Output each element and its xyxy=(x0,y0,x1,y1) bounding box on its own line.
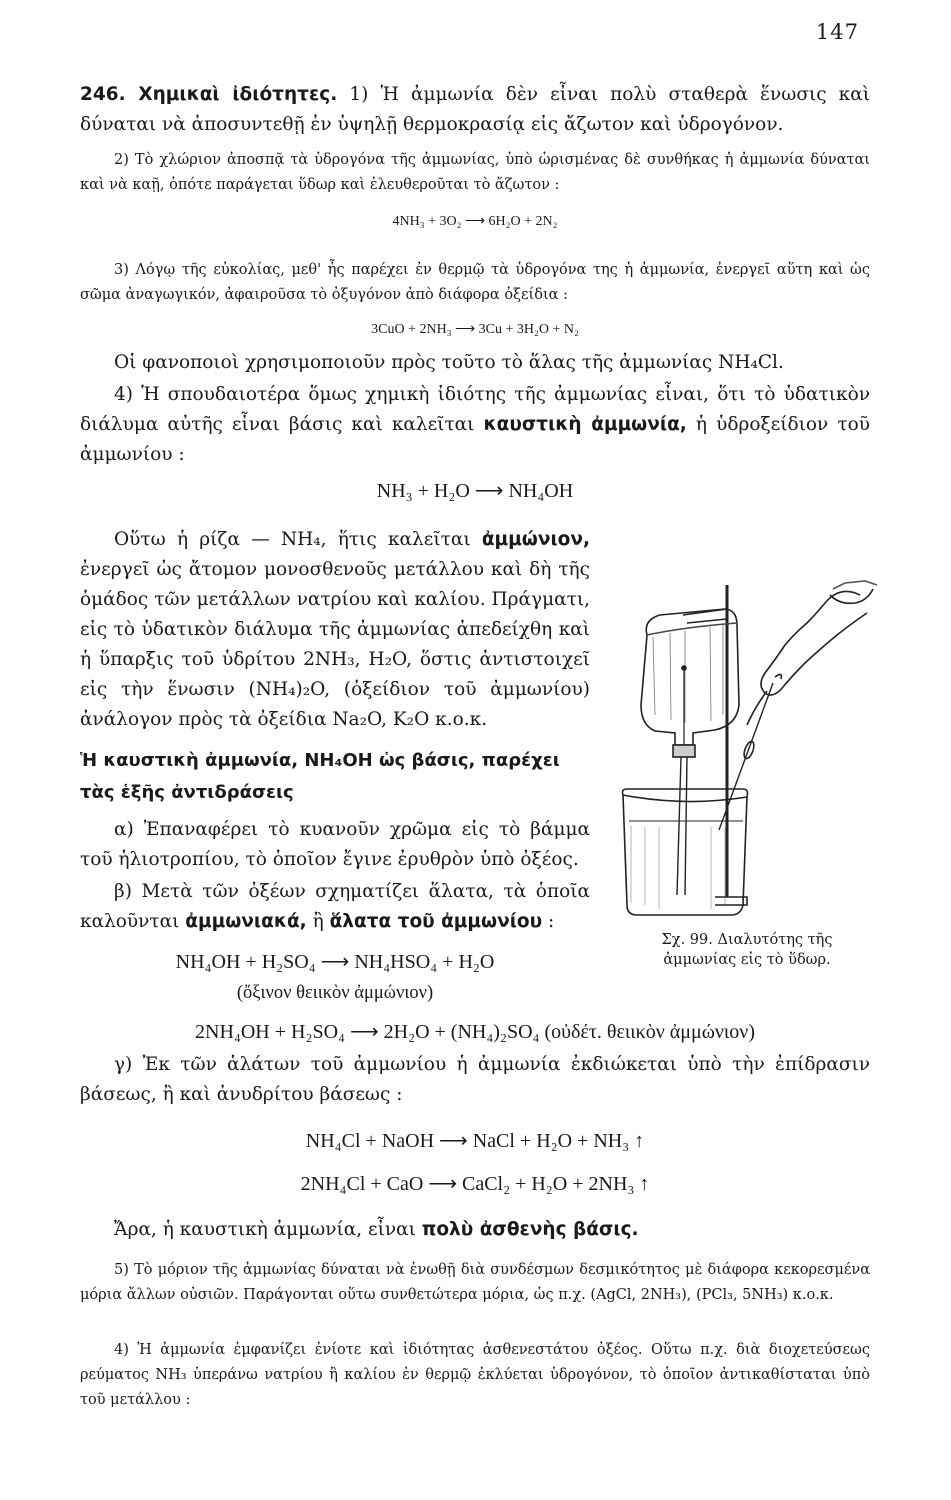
paragraph-1 xyxy=(80,80,870,140)
figure-caption-line-2: ἀμμωνίας εἰς τὸ ὕδωρ. xyxy=(663,952,831,968)
equation-4-note: (ὄξινον θειικὸν ἀμμώνιον) xyxy=(236,983,434,1003)
equation-1: 4NH₃ + 3O₂ ⟶ 6H₂O + 2N₂ xyxy=(392,214,558,229)
page-number: 147 xyxy=(815,20,859,44)
equation-5: 2NH₄OH + H₂SO₄ ⟶ 2H₂O + (NH₄)₂SO₄ (οὐδέτ. θειικὸν ἀμμώνιον) xyxy=(195,1021,755,1043)
reactions-heading: Ἡ καυστικὴ ἀμμωνία, NH₄OH ὡς βάσις, παρέχει τὰς ἑξῆς ἀντιδράσεις xyxy=(80,750,560,803)
paragraph-3: 3) Λόγῳ τῆς εὐκολίας, μεθ' ἧς παρέχει ἐν θερμῷ τὰ ὑδρογόνα της ἡ ἀμμωνία, ἐνεργεῖ αὕτη καὶ ὡς σῶμα ἀναγωγικόν, ἀφαιροῦσα τὸ ὀξυγόνον ἀπὸ διάφορα ὀξείδια : xyxy=(80,262,870,303)
section-heading: 246. Χημικαὶ ἰδιότητες. xyxy=(80,84,338,105)
paragraph-7: 5) Τὸ μόριον τῆς ἀμμωνίας δύναται νὰ ἑνωθῇ διὰ συνδέσμων δεσμικότητος μὲ διάφορα κεκορεσμένα μόρια ἄλλων οὐσιῶν. Παράγονται οὕτω συνθετώτερα μόρια, ὡς π.χ. (AgCl, 2NH₃), (PCl₃, 5NH₃) κ.ο.κ. xyxy=(80,1262,870,1303)
paragraph-4: Οἱ φανοποιοὶ χρησιμοποιοῦν πρὸς τοῦτο τὸ ἅλας τῆς ἀμμωνίας NH₄Cl. xyxy=(114,352,784,373)
equation-6: NH₄Cl + NaOH ⟶ NaCl + H₂O + NH₃ ↑ xyxy=(305,1130,645,1152)
item-beta: β) Μετὰ τῶν ὀξέων σχηματίζει ἅλατα, τὰ ὁποῖα καλοῦνται ἀμμωνιακά, ἢ ἅλατα τοῦ ἀμμωνίου : xyxy=(80,881,590,932)
paragraph-1-text: 1) Ἡ ἀμμωνία δὲν εἶναι πολὺ σταθερὰ ἕνωσις καὶ δύναται νὰ ἀποσυντεθῇ ἐν ὑψηλῇ θερμοκρασίᾳ εἰς ἄζωτον καὶ ὑδρογόνον. xyxy=(80,84,870,135)
ammonia-solubility-figure xyxy=(615,575,880,930)
conclusion: Ἄρα, ἡ καυστικὴ ἀμμωνία, εἶναι πολὺ ἀσθενὴς βάσις. xyxy=(114,1219,639,1240)
equation-3: NH₃ + H₂O ⟶ NH₄OH xyxy=(376,480,574,502)
figure-caption-line-1: Σχ. 99. Διαλυτότης τῆς xyxy=(661,932,833,948)
paragraph-6: Οὕτω ἡ ρίζα — NH₄, ἥτις καλεῖται ἀμμώνιον, ἐνεργεῖ ὡς ἄτομον μονοσθενοῦς μετάλλου καὶ δὴ τῆς ὁμάδος τῶν μετάλλων νατρίου καὶ καλίου. Πράγματι, εἰς τὸ ὑδατικὸν διάλυμα τῆς ἀμμωνίας ἀπεδείχθη καὶ ἡ ὕπαρξις τοῦ ὑδρίτου 2NH₃, H₂O, ὅστις ἀντιστοιχεῖ εἰς τὴν ἕνωσιν (NH₄)₂O, (ὀξείδιον τοῦ ἀμμωνίου) ἀνάλογον πρὸς τὰ ὀξείδια Na₂O, K₂O κ.ο.κ. xyxy=(80,529,590,730)
equation-2: 3CuO + 2NH₃ ⟶ 3Cu + 3H₂O + N₂ xyxy=(371,322,579,337)
caustic-ammonia-term: καυστικὴ ἀμμωνία, xyxy=(483,414,687,435)
paragraph-8: 4) Ἡ ἀμμωνία ἐμφανίζει ἐνίοτε καὶ ἰδιότητας ἀσθενεστάτου ὀξέος. Οὕτω π.χ. διὰ διοχετεύσεως ρεύματος NH₃ ὑπεράνω νατρίου ἢ καλίου ἐν θερμῷ ἐκλύεται ὑδρογόνον, τὸ ὁποῖον ἀντικαθίσταται ὑπὸ τοῦ μετάλλου : xyxy=(80,1342,870,1408)
equation-7: 2NH₄Cl + CaO ⟶ CaCl₂ + H₂O + 2NH₃ ↑ xyxy=(300,1173,650,1195)
paragraph-2: 2) Τὸ χλώριον ἀποσπᾷ τὰ ὑδρογόνα τῆς ἀμμωνίας, ὑπὸ ὡρισμένας δὲ συνθήκας ἡ ἀμμωνία δύναται καὶ νὰ καῇ, ὁπότε παράγεται ὕδωρ καὶ ἐλευθεροῦται τὸ ἄζωτον : xyxy=(80,152,870,193)
figure-caption xyxy=(612,930,882,970)
weak-base-term: πολὺ ἀσθενὴς βάσις. xyxy=(421,1219,639,1240)
ammonium-salts-term: ἅλατα τοῦ ἀμμωνίου xyxy=(329,911,543,932)
ammoniacal-term: ἀμμωνιακά, xyxy=(185,911,307,932)
ammonium-term: ἀμμώνιον, xyxy=(481,529,590,550)
item-gamma: γ) Ἐκ τῶν ἁλάτων τοῦ ἀμμωνίου ἡ ἀμμωνία ἐκδιώκεται ὑπὸ τὴν ἐπίδρασιν βάσεως, ἢ καὶ ἀνυδρίτου βάσεως : xyxy=(80,1054,870,1105)
item-alpha: α) Ἐπαναφέρει τὸ κυανοῦν χρῶμα εἰς τὸ βάμμα τοῦ ἡλιοτροπίου, τὸ ὁποῖον ἔγινε ἐρυθρὸν ὑπὸ ὀξέος. xyxy=(80,819,590,870)
paragraph-5: 4) Ἡ σπουδαιοτέρα ὅμως χημικὴ ἰδιότης τῆς ἀμμωνίας εἶναι, ὅτι τὸ ὑδατικὸν διάλυμα αὐτῆς εἶναι βάσις καὶ καλεῖται καυστικὴ ἀμμωνία, ἡ ὑδροξείδιον τοῦ ἀμμωνίου : xyxy=(80,384,870,465)
equation-4: NH₄OH + H₂SO₄ ⟶ NH₄HSO₄ + H₂O (ὄξινον θειικὸν ἀμμώνιον) xyxy=(80,946,590,1008)
